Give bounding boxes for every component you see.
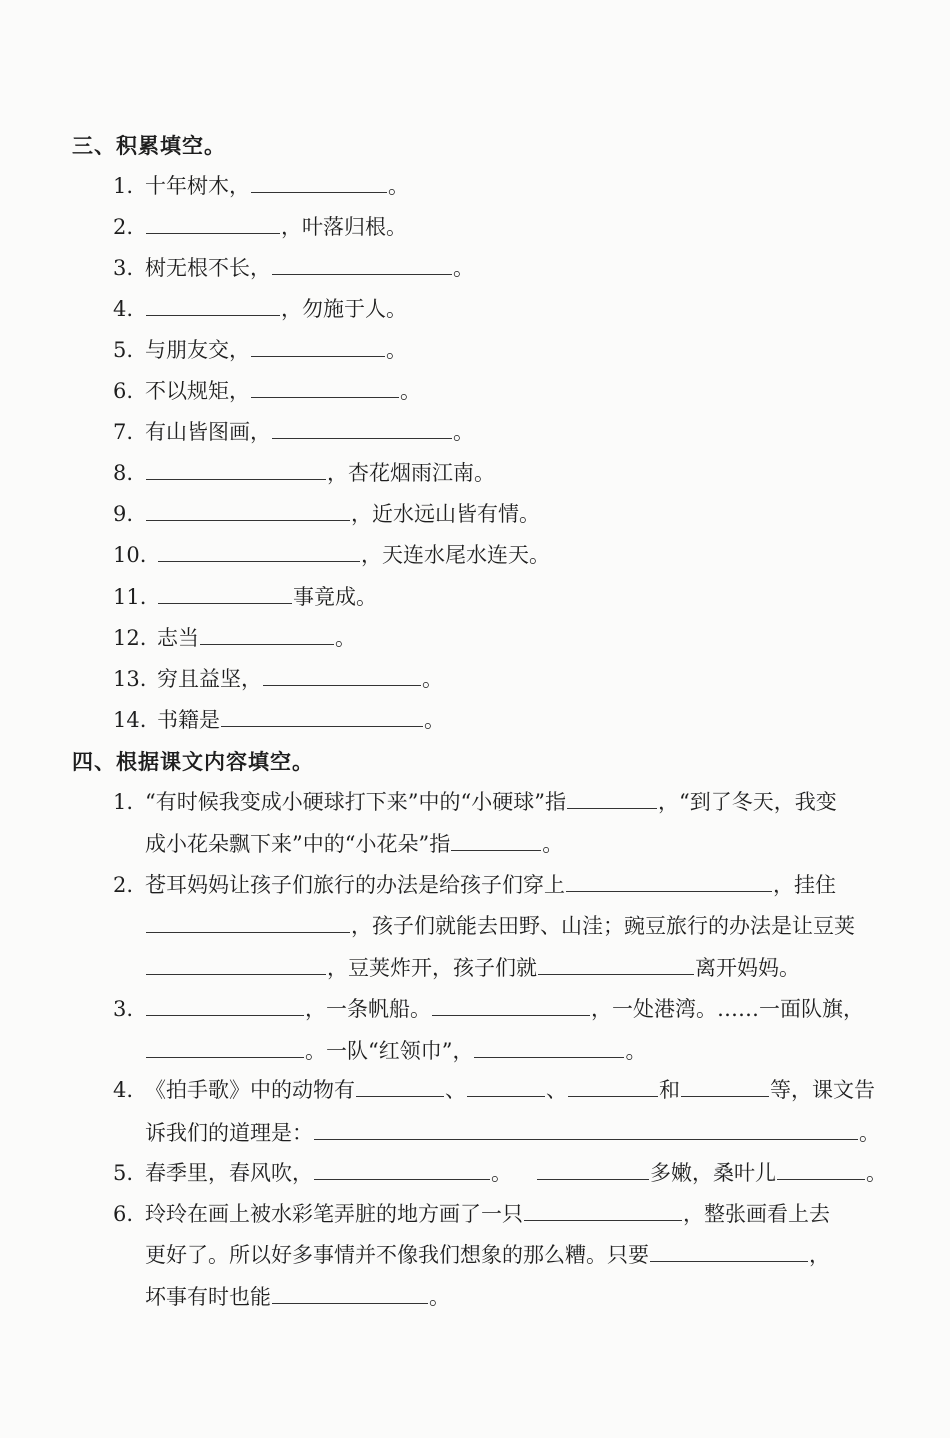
answer-blank[interactable]	[251, 379, 399, 398]
item-text: ，天连水尾水连天。	[361, 543, 550, 567]
item-text: 。	[335, 626, 356, 650]
answer-blank[interactable]	[272, 256, 452, 275]
answer-blank[interactable]	[146, 502, 350, 521]
item-text: ，	[809, 1243, 830, 1267]
answer-blank[interactable]	[566, 873, 772, 892]
item-text: 。	[866, 1161, 887, 1185]
item-number: 9.	[113, 502, 134, 526]
item-text: 十年树木，	[145, 174, 250, 198]
item-number: 6.	[113, 1202, 134, 1226]
s4-q3-line2	[145, 1038, 646, 1064]
answer-blank[interactable]	[251, 174, 387, 193]
answer-blank[interactable]	[158, 543, 360, 562]
item-number: 12.	[113, 626, 147, 650]
answer-blank[interactable]	[681, 1078, 769, 1097]
item-number: 10.	[113, 543, 147, 567]
answer-blank[interactable]	[314, 1121, 858, 1140]
s3-item-14	[113, 707, 445, 733]
s3-item-4	[113, 296, 407, 322]
s3-item-12	[113, 625, 356, 651]
s3-item-6	[113, 378, 421, 404]
item-number: 2.	[113, 873, 134, 897]
item-text: 诉我们的道理是：	[145, 1121, 313, 1145]
answer-blank[interactable]	[146, 461, 326, 480]
item-text: ，整张画看上去	[683, 1202, 830, 1226]
answer-blank[interactable]	[467, 1078, 545, 1097]
item-text: ，孩子们就能去田野、山洼；豌豆旅行的办法是让豆荚	[351, 914, 855, 938]
answer-blank[interactable]	[524, 1202, 682, 1221]
answer-blank[interactable]	[146, 914, 350, 933]
answer-blank[interactable]	[568, 1078, 658, 1097]
item-text: 多嫩，桑叶儿	[650, 1161, 776, 1185]
item-text: 。	[400, 379, 421, 403]
item-number: 4.	[113, 297, 134, 321]
item-number: 3.	[113, 997, 134, 1021]
s4-q6-line1	[113, 1201, 830, 1227]
section3-title: 三、积累填空。	[72, 134, 226, 158]
item-text: 穷且益坚，	[157, 667, 262, 691]
item-text: 玲玲在画上被水彩笔弄脏的地方画了一只	[145, 1202, 523, 1226]
item-text: 。	[429, 1285, 450, 1309]
item-number: 4.	[113, 1078, 134, 1102]
s4-q5	[113, 1160, 887, 1186]
s3-item-9	[113, 501, 540, 527]
s3-item-3	[113, 255, 474, 281]
item-number: 11.	[113, 585, 147, 609]
item-text: 。	[386, 338, 407, 362]
s3-item-7	[113, 419, 474, 445]
item-text: 事竟成。	[293, 585, 377, 609]
answer-blank[interactable]	[538, 956, 694, 975]
item-text: 。	[453, 256, 474, 280]
item-text: 坏事有时也能	[145, 1285, 271, 1309]
item-text: ，挂住	[773, 873, 836, 897]
answer-blank[interactable]	[158, 585, 292, 604]
answer-blank[interactable]	[272, 1285, 428, 1304]
item-number: 1.	[113, 790, 134, 814]
s4-q1-line2	[145, 831, 563, 857]
answer-blank[interactable]	[200, 626, 334, 645]
s3-item-1	[113, 173, 409, 199]
item-text: 书籍是	[157, 708, 220, 732]
section4-title: 四、根据课文内容填空。	[72, 750, 314, 774]
s4-q3-line1	[113, 996, 864, 1022]
s3-item-10	[113, 542, 550, 568]
answer-blank[interactable]	[474, 1039, 624, 1058]
item-text: ，一条帆船。	[305, 997, 431, 1021]
s4-q2-line2	[145, 913, 855, 939]
item-number: 5.	[113, 338, 134, 362]
item-text: 。一队“红领巾”，	[305, 1039, 474, 1063]
item-text: 离开妈妈。	[695, 956, 800, 980]
item-text: 。	[542, 832, 564, 856]
item-text: 。	[491, 1161, 512, 1185]
s3-item-2	[113, 214, 407, 240]
item-text: ，一处港湾。……一面队旗，	[591, 997, 864, 1021]
item-text: 等，课文告	[770, 1078, 875, 1102]
item-number: 14.	[113, 708, 147, 732]
item-text: ，叶落归根。	[281, 215, 407, 239]
item-text: 树无根不长，	[145, 256, 271, 280]
item-text: 不以规矩，	[145, 379, 250, 403]
item-number: 8.	[113, 461, 134, 485]
answer-blank[interactable]	[356, 1078, 444, 1097]
item-text: ，“到了冬天，我变	[657, 790, 837, 814]
s4-q2-line3	[145, 955, 800, 981]
answer-blank[interactable]	[567, 790, 657, 809]
item-number: 13.	[113, 667, 147, 691]
s3-item-8	[113, 460, 495, 486]
answer-blank[interactable]	[146, 297, 280, 316]
item-text: 、	[445, 1078, 466, 1102]
s4-q6-line3	[145, 1284, 450, 1310]
item-text: 有山皆图画，	[145, 420, 271, 444]
item-text: 春季里，春风吹，	[145, 1161, 313, 1185]
answer-blank[interactable]	[251, 338, 385, 357]
item-text: 。	[859, 1121, 880, 1145]
answer-blank[interactable]	[146, 997, 304, 1016]
item-text: 苍耳妈妈让孩子们旅行的办法是给孩子们穿上	[145, 873, 565, 897]
answer-blank[interactable]	[650, 1243, 808, 1262]
item-text: 《拍手歌》中的动物有	[145, 1078, 355, 1102]
answer-blank[interactable]	[432, 997, 590, 1016]
answer-blank[interactable]	[263, 667, 421, 686]
s3-item-13	[113, 666, 443, 692]
item-text: 成小花朵飘下来”中的“小花朵”指	[145, 832, 451, 856]
s4-q4-line1	[113, 1077, 875, 1103]
s3-item-5	[113, 337, 407, 363]
answer-blank[interactable]	[272, 420, 452, 439]
item-text: 和	[659, 1078, 680, 1102]
answer-blank[interactable]	[537, 1161, 649, 1180]
s4-q4-line2	[145, 1120, 880, 1146]
item-text: 。	[388, 174, 409, 198]
item-number: 5.	[113, 1161, 134, 1185]
s4-q6-line2	[145, 1242, 830, 1268]
answer-blank[interactable]	[451, 832, 541, 851]
item-text: 、	[546, 1078, 567, 1102]
s3-item-11	[113, 584, 377, 610]
item-text: 与朋友交，	[145, 338, 250, 362]
answer-blank[interactable]	[146, 1039, 304, 1058]
answer-blank[interactable]	[146, 956, 326, 975]
item-number: 7.	[113, 420, 134, 444]
item-text: 志当	[157, 626, 199, 650]
answer-blank[interactable]	[314, 1161, 490, 1180]
item-text: 更好了。所以好多事情并不像我们想象的那么糟。只要	[145, 1243, 649, 1267]
item-number: 2.	[113, 215, 134, 239]
answer-blank[interactable]	[777, 1161, 865, 1180]
item-text: “有时候我变成小硬球打下来”中的“小硬球”指	[145, 790, 566, 814]
item-text: ，勿施于人。	[281, 297, 407, 321]
item-number: 1.	[113, 174, 134, 198]
item-text: 。	[453, 420, 474, 444]
item-text: 。	[422, 667, 443, 691]
s4-q2-line1	[113, 872, 836, 898]
answer-blank[interactable]	[221, 708, 423, 727]
s4-q1-line1	[113, 789, 837, 815]
item-text: ，近水远山皆有情。	[351, 502, 540, 526]
answer-blank[interactable]	[146, 215, 280, 234]
item-number: 3.	[113, 256, 134, 280]
item-number: 6.	[113, 379, 134, 403]
item-text: 。	[625, 1039, 647, 1063]
item-text: ，杏花烟雨江南。	[327, 461, 495, 485]
item-text: ，豆荚炸开，孩子们就	[327, 956, 537, 980]
item-text: 。	[424, 708, 445, 732]
